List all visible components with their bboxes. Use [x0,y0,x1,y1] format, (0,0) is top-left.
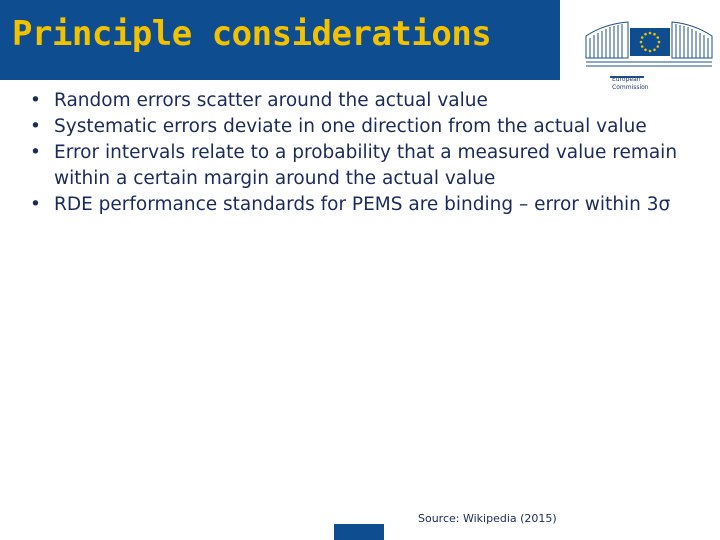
bullet-item [30,114,710,140]
bullet-dot: • [30,116,41,137]
bullet-dot: • [30,90,41,111]
bullet-list [30,88,710,218]
bullet-dot: • [30,142,41,163]
logo-line-2: Commission [612,84,649,91]
bullet-item [30,192,710,218]
bullet-dot: • [30,194,41,215]
bullet-item [30,88,710,114]
title-bar [0,0,560,76]
slide-title: Principle considerations [12,14,492,54]
footer-bar [334,524,384,540]
logo-line-1: European [612,76,641,83]
bullet-text: RDE performance standards for PEMS are binding – error within 3σ [54,194,671,215]
logo-area [560,0,720,96]
bullet-text: Random errors scatter around the actual value [54,90,488,111]
bullet-text: Systematic errors deviate in one direction from the actual value [54,116,647,137]
european-commission-logo-icon [584,14,714,78]
bullet-text: Error intervals relate to a probability that a measured value remain within a certain margin around the actual value [54,142,678,189]
title-divider [0,76,560,80]
source-citation: Source: Wikipedia (2015) [418,512,557,525]
bullet-item [30,140,710,192]
